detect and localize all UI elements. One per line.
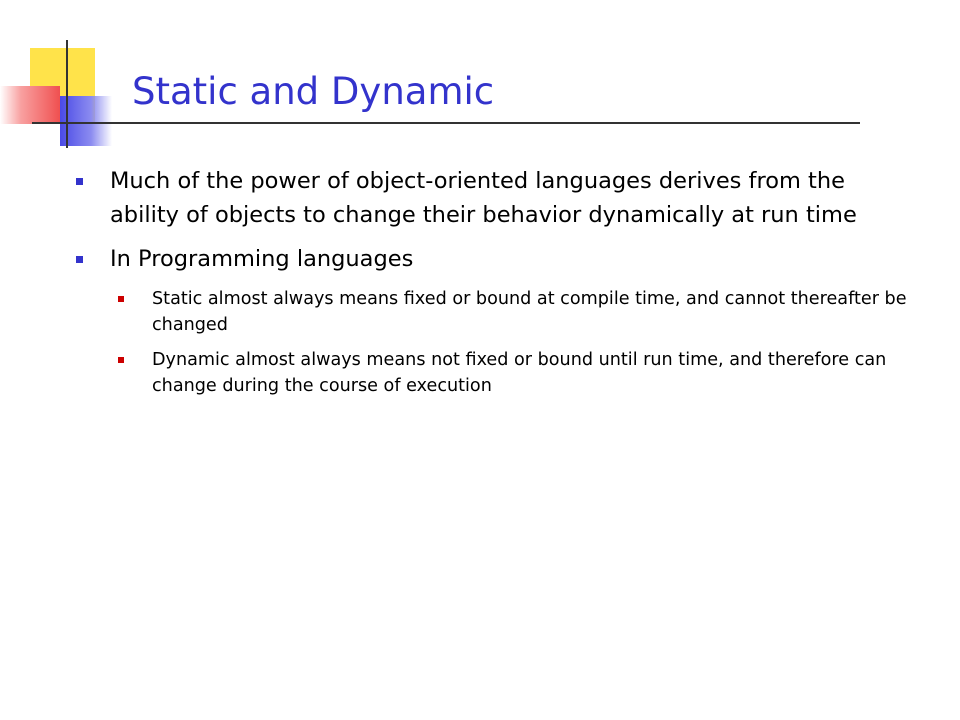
sub-bullet-item xyxy=(110,286,916,338)
slide-body xyxy=(76,164,916,408)
decorative-vertical-line xyxy=(66,40,68,148)
sub-bullet-text: Dynamic almost always means not fixed or bound until run time, and therefore can change during the course of execution xyxy=(152,350,887,396)
slide-title: Static and Dynamic xyxy=(132,70,495,113)
bullet-item xyxy=(76,242,916,276)
square-sub-bullet-icon xyxy=(118,296,124,302)
decorative-red-bar xyxy=(0,86,60,124)
sub-bullet-item xyxy=(110,347,916,399)
square-bullet-icon xyxy=(76,256,83,263)
bullet-text: Much of the power of object-oriented languages derives from the ability of objects to change their behavior dynamically at run time xyxy=(110,168,857,228)
square-sub-bullet-icon xyxy=(118,357,124,363)
square-bullet-icon xyxy=(76,178,83,185)
bullet-item xyxy=(76,164,916,232)
title-underline xyxy=(32,122,860,124)
sub-bullet-text: Static almost always means fixed or bound at compile time, and cannot thereafter be changed xyxy=(152,289,907,335)
bullet-text: In Programming languages xyxy=(110,246,414,272)
